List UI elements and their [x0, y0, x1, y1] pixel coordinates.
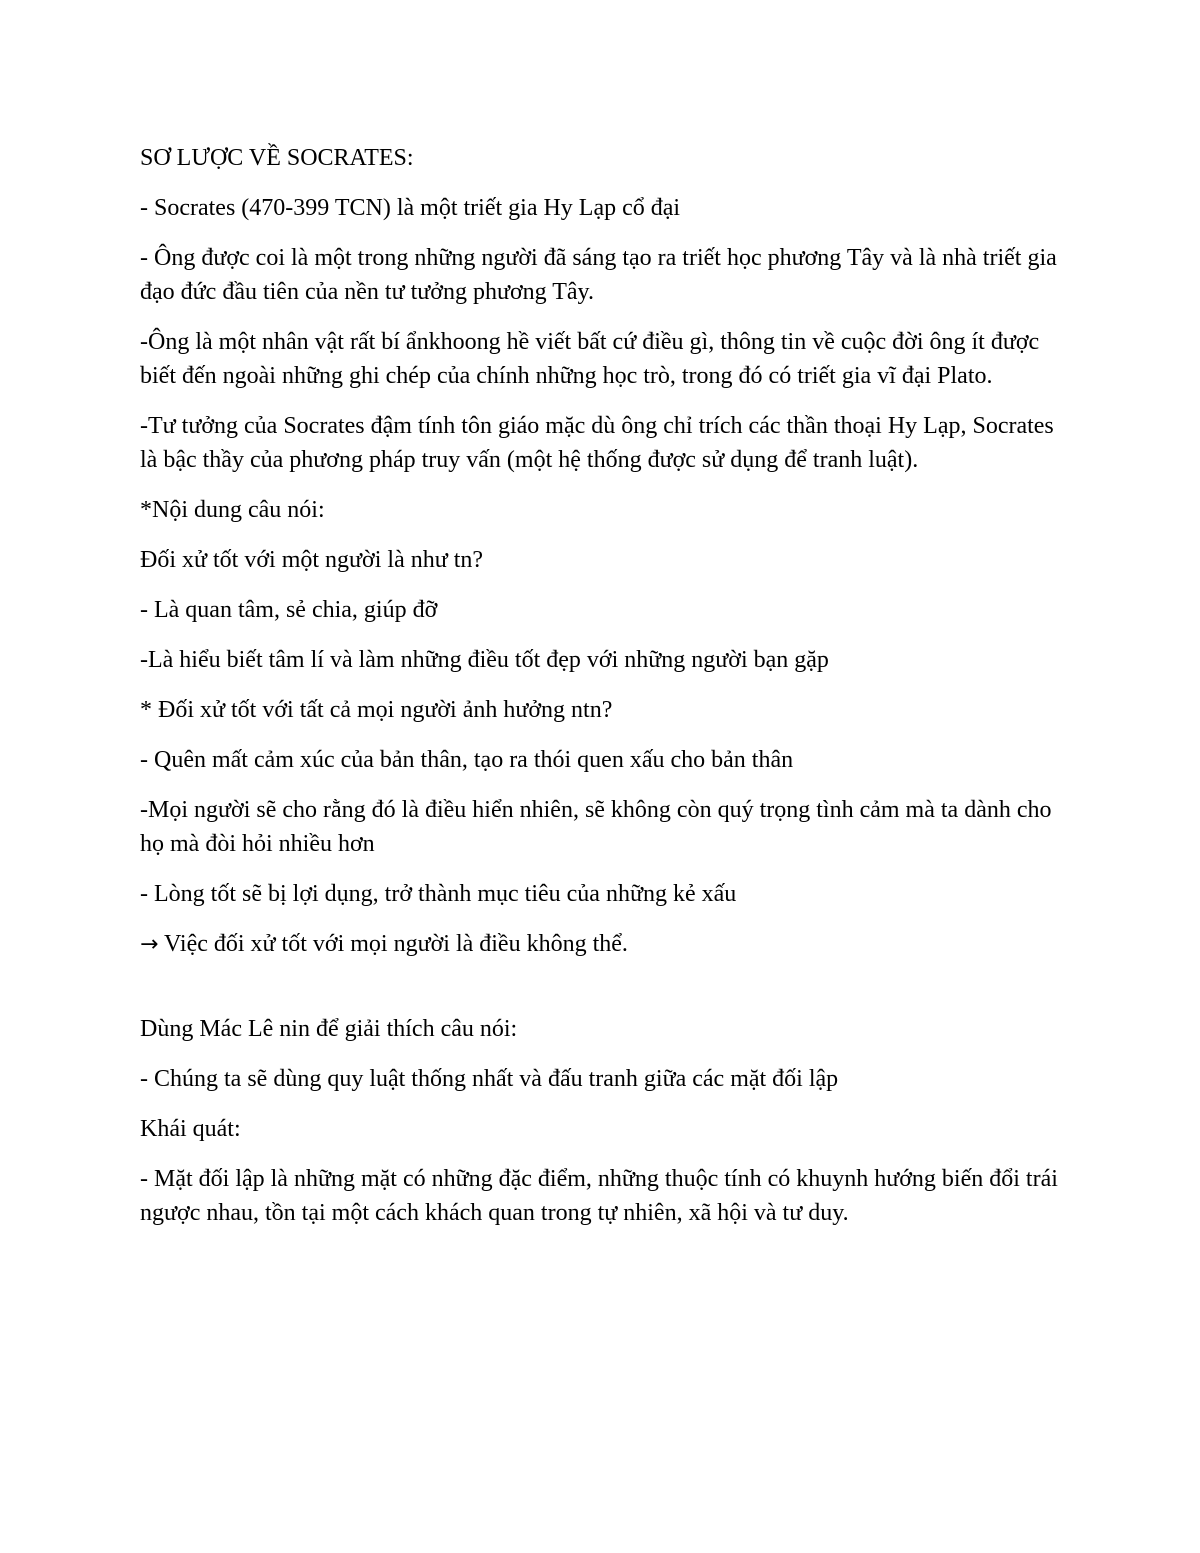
arrow-right-icon: →	[140, 932, 159, 957]
conclusion-text: Việc đối xử tốt với mọi người là điều không thể.	[158, 931, 628, 957]
paragraph: - Socrates (470-399 TCN) là một triết gia Hy Lạp cổ đại	[140, 195, 681, 221]
paragraph: Đối xử tốt với một người là như tn?	[140, 547, 484, 573]
paragraph: Khái quát:	[140, 1116, 241, 1142]
section-heading: Dùng Mác Lê nin để giải thích câu nói:	[140, 1016, 518, 1042]
paragraph: * Đối xử tốt với tất cả mọi người ảnh hưởng ntn?	[140, 697, 613, 723]
paragraph: - Quên mất cảm xúc của bản thân, tạo ra thói quen xấu cho bản thân	[140, 747, 794, 773]
paragraph: -Mọi người sẽ cho rằng đó là điều hiển nhiên, sẽ không còn quý trọng tình cảm mà ta dành cho họ mà đòi hỏi nhiều hơn	[140, 797, 1052, 857]
conclusion-paragraph	[140, 927, 1060, 962]
document-body	[140, 141, 1060, 1246]
paragraph: -Tư tưởng của Socrates đậm tính tôn giáo mặc dù ông chỉ trích các thần thoại Hy Lạp, Socrates là bậc thầy của phương pháp truy vấn (một hệ thống được sử dụng để tranh luật).	[140, 413, 1054, 473]
paragraph: - Lòng tốt sẽ bị lợi dụng, trở thành mục tiêu của những kẻ xấu	[140, 881, 737, 907]
paragraph: - Là quan tâm, sẻ chia, giúp đỡ	[140, 597, 438, 623]
paragraph: - Mặt đối lập là những mặt có những đặc điểm, những thuộc tính có khuynh hướng biến đổi trái ngược nhau, tồn tại một cách khách quan trong tự nhiên, xã hội và tư duy.	[140, 1166, 1058, 1226]
paragraph: - Ông được coi là một trong những người đã sáng tạo ra triết học phương Tây và là nhà triết gia đạo đức đầu tiên của nền tư tưởng phương Tây.	[140, 245, 1057, 305]
paragraph: -Ông là một nhân vật rất bí ẩnkhoong hề viết bất cứ điều gì, thông tin về cuộc đời ông ít được biết đến ngoài những ghi chép của chính những học trò, trong đó có triết gia vĩ đại Plato.	[140, 329, 1040, 389]
document-heading: SƠ LƯỢC VỀ SOCRATES:	[140, 145, 414, 171]
paragraph: - Chúng ta sẽ dùng quy luật thống nhất và đấu tranh giữa các mặt đối lập	[140, 1066, 839, 1092]
section-heading: *Nội dung câu nói:	[140, 497, 325, 523]
paragraph: -Là hiểu biết tâm lí và làm những điều tốt đẹp với những người bạn gặp	[140, 647, 829, 673]
